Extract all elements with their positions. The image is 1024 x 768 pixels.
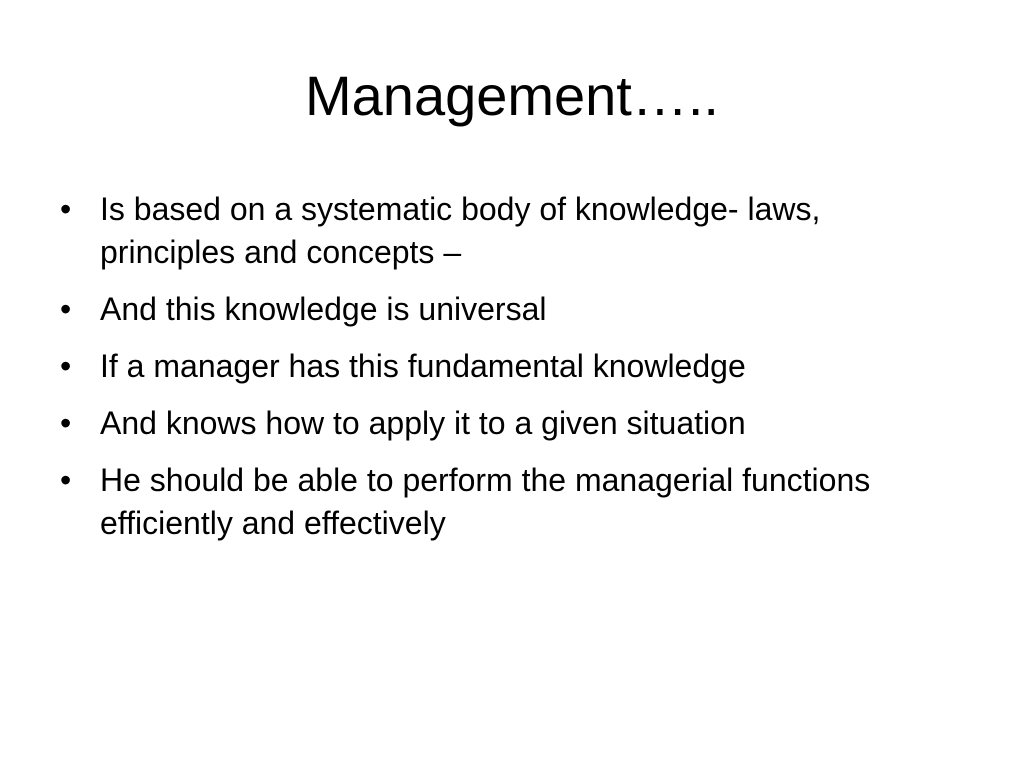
- bullet-point-icon: •: [60, 191, 72, 227]
- bullet-item: [56, 459, 936, 545]
- bullet-point-icon: •: [60, 291, 72, 327]
- bullet-item: [56, 288, 936, 331]
- bullet-point-icon: •: [60, 462, 72, 498]
- bullet-point-icon: •: [60, 348, 72, 384]
- bullet-text: He should be able to perform the managerial functions efficiently and effectively: [100, 462, 871, 541]
- bullet-text: And this knowledge is universal: [100, 291, 547, 327]
- slide-title: Management…..: [305, 64, 719, 127]
- bullet-item: [56, 402, 936, 445]
- bullet-list: [56, 188, 936, 559]
- bullet-text: Is based on a systematic body of knowledge- laws, principles and concepts –: [100, 191, 821, 270]
- bullet-text: If a manager has this fundamental knowledge: [100, 348, 746, 384]
- bullet-item: [56, 188, 936, 274]
- bullet-item: [56, 345, 936, 388]
- bullet-point-icon: •: [60, 405, 72, 441]
- bullet-text: And knows how to apply it to a given situation: [100, 405, 746, 441]
